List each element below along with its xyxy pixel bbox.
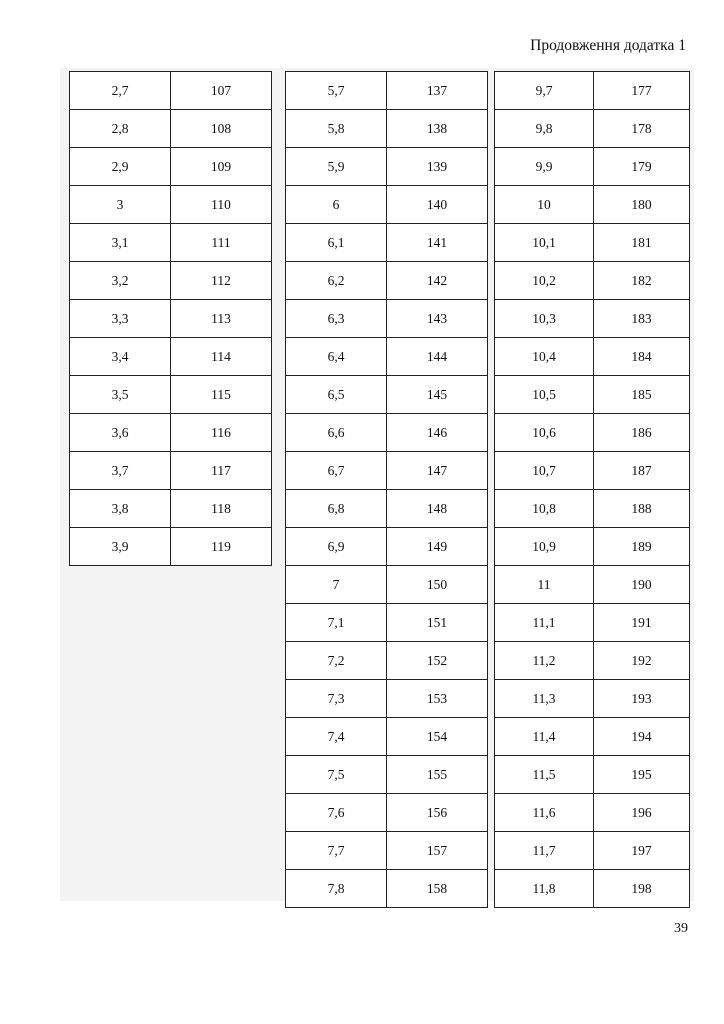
table-row bbox=[70, 338, 272, 376]
index-cell: 109 bbox=[171, 148, 272, 186]
table-column-1 bbox=[69, 71, 272, 566]
index-cell: 184 bbox=[594, 338, 690, 376]
index-cell: 107 bbox=[171, 72, 272, 110]
value-cell: 7,4 bbox=[286, 718, 387, 756]
value-cell: 6 bbox=[286, 186, 387, 224]
table-row bbox=[286, 376, 488, 414]
index-cell: 191 bbox=[594, 604, 690, 642]
index-cell: 149 bbox=[387, 528, 488, 566]
index-cell: 195 bbox=[594, 756, 690, 794]
value-cell: 3,3 bbox=[70, 300, 171, 338]
value-cell: 6,4 bbox=[286, 338, 387, 376]
index-cell: 148 bbox=[387, 490, 488, 528]
table-column-2 bbox=[285, 71, 488, 908]
value-cell: 10,7 bbox=[495, 452, 594, 490]
value-cell: 7,8 bbox=[286, 870, 387, 908]
index-cell: 140 bbox=[387, 186, 488, 224]
index-cell: 111 bbox=[171, 224, 272, 262]
index-cell: 186 bbox=[594, 414, 690, 452]
value-cell: 6,3 bbox=[286, 300, 387, 338]
value-cell: 7,7 bbox=[286, 832, 387, 870]
value-cell: 3,2 bbox=[70, 262, 171, 300]
table-row bbox=[286, 414, 488, 452]
index-cell: 180 bbox=[594, 186, 690, 224]
table-row bbox=[70, 300, 272, 338]
index-cell: 155 bbox=[387, 756, 488, 794]
table-row bbox=[495, 148, 690, 186]
table-row bbox=[286, 528, 488, 566]
value-cell: 11,2 bbox=[495, 642, 594, 680]
value-cell: 10,3 bbox=[495, 300, 594, 338]
table-row bbox=[286, 870, 488, 908]
value-cell: 10,1 bbox=[495, 224, 594, 262]
index-cell: 185 bbox=[594, 376, 690, 414]
table-row bbox=[495, 794, 690, 832]
index-cell: 196 bbox=[594, 794, 690, 832]
value-cell: 7,5 bbox=[286, 756, 387, 794]
table-row bbox=[495, 224, 690, 262]
table-row bbox=[286, 72, 488, 110]
index-cell: 197 bbox=[594, 832, 690, 870]
value-cell: 11,5 bbox=[495, 756, 594, 794]
index-cell: 150 bbox=[387, 566, 488, 604]
value-cell: 9,8 bbox=[495, 110, 594, 148]
table-row bbox=[495, 414, 690, 452]
table-row bbox=[495, 262, 690, 300]
table-row bbox=[286, 452, 488, 490]
value-cell: 11,4 bbox=[495, 718, 594, 756]
index-cell: 147 bbox=[387, 452, 488, 490]
index-cell: 153 bbox=[387, 680, 488, 718]
value-cell: 11,1 bbox=[495, 604, 594, 642]
index-cell: 119 bbox=[171, 528, 272, 566]
index-cell: 190 bbox=[594, 566, 690, 604]
value-cell: 5,8 bbox=[286, 110, 387, 148]
value-cell: 10,4 bbox=[495, 338, 594, 376]
table-row bbox=[286, 110, 488, 148]
value-cell: 3,8 bbox=[70, 490, 171, 528]
value-cell: 11 bbox=[495, 566, 594, 604]
index-cell: 144 bbox=[387, 338, 488, 376]
index-cell: 141 bbox=[387, 224, 488, 262]
value-cell: 7 bbox=[286, 566, 387, 604]
table-column-3 bbox=[494, 71, 690, 908]
table-row bbox=[286, 262, 488, 300]
index-cell: 143 bbox=[387, 300, 488, 338]
table-row bbox=[495, 338, 690, 376]
index-cell: 118 bbox=[171, 490, 272, 528]
index-cell: 156 bbox=[387, 794, 488, 832]
table-row bbox=[70, 490, 272, 528]
value-cell: 10,2 bbox=[495, 262, 594, 300]
value-cell: 11,6 bbox=[495, 794, 594, 832]
table-row bbox=[286, 756, 488, 794]
index-cell: 116 bbox=[171, 414, 272, 452]
index-cell: 158 bbox=[387, 870, 488, 908]
index-cell: 188 bbox=[594, 490, 690, 528]
index-cell: 189 bbox=[594, 528, 690, 566]
index-cell: 117 bbox=[171, 452, 272, 490]
index-cell: 179 bbox=[594, 148, 690, 186]
table-row bbox=[495, 832, 690, 870]
table-row bbox=[495, 452, 690, 490]
index-cell: 145 bbox=[387, 376, 488, 414]
table-row bbox=[286, 604, 488, 642]
table-row bbox=[286, 224, 488, 262]
table-row bbox=[286, 186, 488, 224]
index-cell: 183 bbox=[594, 300, 690, 338]
value-cell: 11,7 bbox=[495, 832, 594, 870]
table-row bbox=[286, 718, 488, 756]
value-cell: 3,6 bbox=[70, 414, 171, 452]
table-row bbox=[495, 566, 690, 604]
table-row bbox=[286, 680, 488, 718]
table-row bbox=[495, 680, 690, 718]
index-cell: 142 bbox=[387, 262, 488, 300]
table-row bbox=[286, 490, 488, 528]
table-row bbox=[495, 604, 690, 642]
value-cell: 6,8 bbox=[286, 490, 387, 528]
index-cell: 178 bbox=[594, 110, 690, 148]
table-row bbox=[70, 262, 272, 300]
index-cell: 193 bbox=[594, 680, 690, 718]
index-cell: 151 bbox=[387, 604, 488, 642]
index-cell: 108 bbox=[171, 110, 272, 148]
value-cell: 7,3 bbox=[286, 680, 387, 718]
table-row bbox=[286, 832, 488, 870]
value-cell: 10 bbox=[495, 186, 594, 224]
value-cell: 6,6 bbox=[286, 414, 387, 452]
table-row bbox=[286, 300, 488, 338]
table-row bbox=[286, 642, 488, 680]
table-row bbox=[286, 566, 488, 604]
table-row bbox=[495, 718, 690, 756]
table-row bbox=[70, 110, 272, 148]
table-row bbox=[495, 376, 690, 414]
value-cell: 3,5 bbox=[70, 376, 171, 414]
value-cell: 6,2 bbox=[286, 262, 387, 300]
value-cell: 6,5 bbox=[286, 376, 387, 414]
table-row bbox=[286, 338, 488, 376]
index-cell: 177 bbox=[594, 72, 690, 110]
index-cell: 115 bbox=[171, 376, 272, 414]
value-cell: 3,7 bbox=[70, 452, 171, 490]
page-header: Продовження додатка 1 bbox=[530, 37, 686, 54]
table-row bbox=[286, 794, 488, 832]
value-cell: 7,6 bbox=[286, 794, 387, 832]
table-row bbox=[70, 452, 272, 490]
index-cell: 137 bbox=[387, 72, 488, 110]
index-cell: 154 bbox=[387, 718, 488, 756]
value-cell: 2,9 bbox=[70, 148, 171, 186]
index-cell: 198 bbox=[594, 870, 690, 908]
value-cell: 6,1 bbox=[286, 224, 387, 262]
value-cell: 9,7 bbox=[495, 72, 594, 110]
value-cell: 5,7 bbox=[286, 72, 387, 110]
value-cell: 2,8 bbox=[70, 110, 171, 148]
table-row bbox=[495, 110, 690, 148]
index-cell: 113 bbox=[171, 300, 272, 338]
value-cell: 2,7 bbox=[70, 72, 171, 110]
value-cell: 6,7 bbox=[286, 452, 387, 490]
table-row bbox=[495, 490, 690, 528]
index-cell: 157 bbox=[387, 832, 488, 870]
table-row bbox=[495, 642, 690, 680]
index-cell: 182 bbox=[594, 262, 690, 300]
value-cell: 6,9 bbox=[286, 528, 387, 566]
value-cell: 11,3 bbox=[495, 680, 594, 718]
value-cell: 3,9 bbox=[70, 528, 171, 566]
table-row bbox=[70, 72, 272, 110]
index-cell: 194 bbox=[594, 718, 690, 756]
value-cell: 9,9 bbox=[495, 148, 594, 186]
index-cell: 110 bbox=[171, 186, 272, 224]
index-cell: 114 bbox=[171, 338, 272, 376]
value-cell: 7,1 bbox=[286, 604, 387, 642]
page-number: 39 bbox=[674, 921, 688, 936]
table-row bbox=[70, 376, 272, 414]
value-cell: 10,5 bbox=[495, 376, 594, 414]
value-cell: 3,1 bbox=[70, 224, 171, 262]
table-row bbox=[495, 186, 690, 224]
value-cell: 5,9 bbox=[286, 148, 387, 186]
value-cell: 3,4 bbox=[70, 338, 171, 376]
table-row bbox=[70, 186, 272, 224]
value-cell: 3 bbox=[70, 186, 171, 224]
value-cell: 11,8 bbox=[495, 870, 594, 908]
table-row bbox=[495, 870, 690, 908]
table-row bbox=[495, 528, 690, 566]
index-cell: 138 bbox=[387, 110, 488, 148]
index-cell: 192 bbox=[594, 642, 690, 680]
table-row bbox=[495, 756, 690, 794]
index-cell: 112 bbox=[171, 262, 272, 300]
value-cell: 10,9 bbox=[495, 528, 594, 566]
value-cell: 7,2 bbox=[286, 642, 387, 680]
table-row bbox=[286, 148, 488, 186]
value-cell: 10,6 bbox=[495, 414, 594, 452]
table-row bbox=[70, 414, 272, 452]
index-cell: 152 bbox=[387, 642, 488, 680]
table-row bbox=[70, 148, 272, 186]
table-row bbox=[495, 300, 690, 338]
value-cell: 10,8 bbox=[495, 490, 594, 528]
table-row bbox=[495, 72, 690, 110]
index-cell: 187 bbox=[594, 452, 690, 490]
table-row bbox=[70, 224, 272, 262]
table-row bbox=[70, 528, 272, 566]
index-cell: 181 bbox=[594, 224, 690, 262]
index-cell: 146 bbox=[387, 414, 488, 452]
index-cell: 139 bbox=[387, 148, 488, 186]
